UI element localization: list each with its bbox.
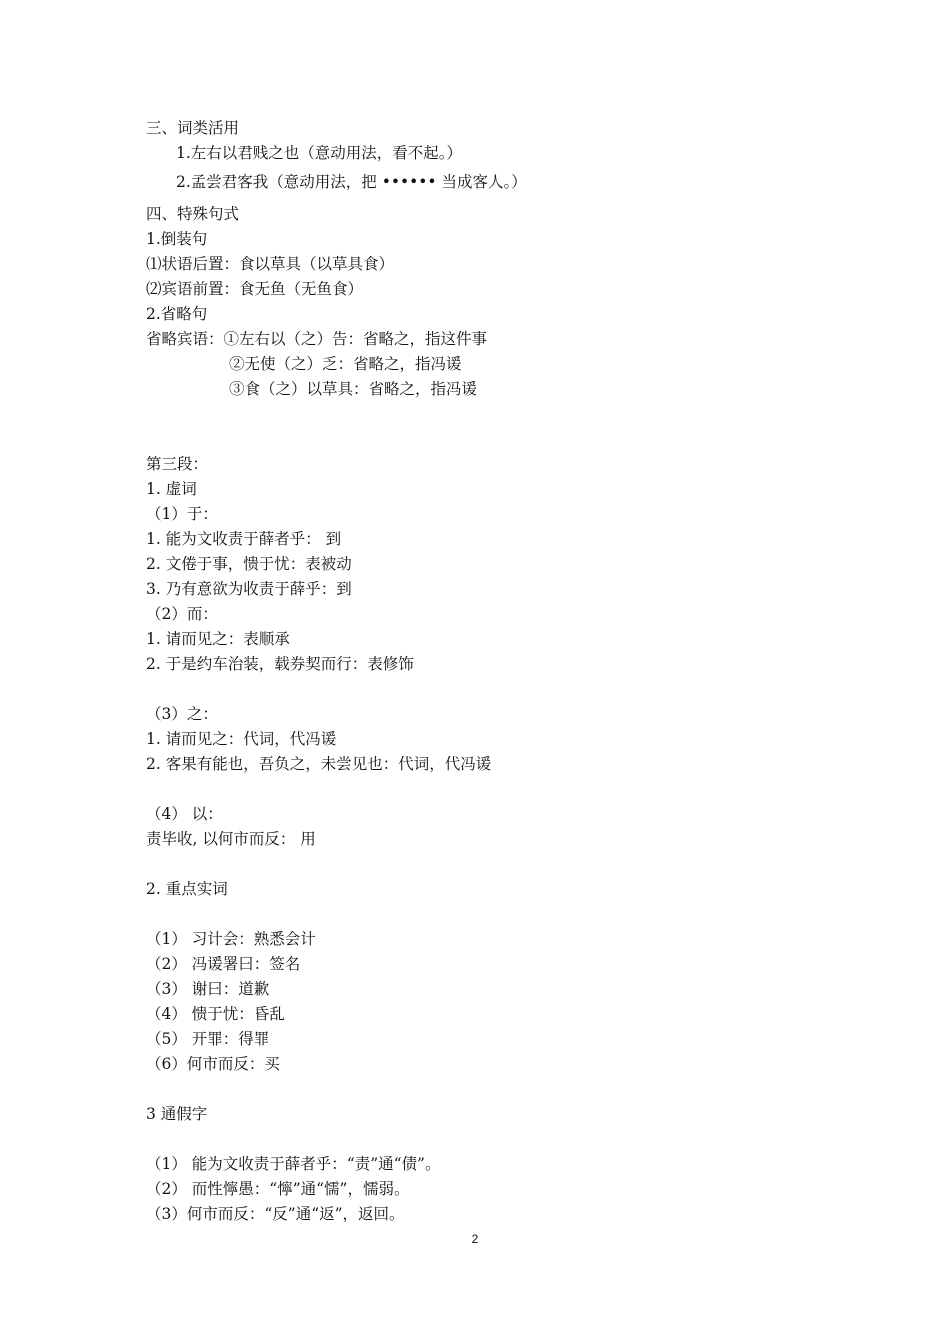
inversion-item-2: ⑵宾语前置：食无鱼（无鱼食） [146, 280, 364, 298]
content-word-item: （4） 愦于忧：昏乱 [146, 1005, 285, 1023]
page-number: 2 [471, 1232, 479, 1246]
section-heading-special-sentences: 四、特殊句式 [146, 205, 240, 223]
function-words-heading: 1. 虚词 [146, 480, 197, 498]
er-item-2: 2. 于是约车治装，载券契而行：表修饰 [146, 655, 414, 673]
er-item-1: 1. 请而见之：表顺承 [146, 630, 290, 648]
word-class-item-2: 2.孟尝君客我（意动用法，把 •••••• 当成客人。） [176, 173, 527, 191]
section-heading-word-class: 三、词类活用 [146, 119, 240, 137]
content-word-item: （1） 习计会：熟悉会计 [146, 930, 316, 948]
yu-item-2: 2. 文倦于事，愦于忧：表被动 [146, 555, 352, 573]
content-word-item: （3） 谢曰：道歉 [146, 980, 270, 998]
inversion-item-1: ⑴状语后置：食以草具（以草具食） [146, 255, 395, 273]
word-class-item-1: 1.左右以君贱之也（意动用法，看不起。） [176, 144, 463, 162]
omission-item-3: ③食（之）以草具：省略之，指冯谖 [229, 380, 478, 398]
content-word-item: （5） 开罪：得罪 [146, 1030, 270, 1048]
interchangeable-char-item: （3）何市而反：“反”通“返”，返回。 [146, 1205, 405, 1223]
omission-item-1: 省略宾语：①左右以（之）告：省略之，指这件事 [146, 330, 488, 348]
zhi-item-1: 1. 请而见之：代词，代冯谖 [146, 730, 337, 748]
omission-item-2: ②无使（之）乏：省略之，指冯谖 [229, 355, 462, 373]
content-word-item: （6）何市而反：买 [146, 1055, 280, 1073]
paragraph-three-heading: 第三段： [146, 455, 209, 473]
yu-item-3: 3. 乃有意欲为收责于薛乎：到 [146, 580, 352, 598]
yi-item-1: 责毕收, 以何市而反： 用 [146, 830, 316, 848]
content-words-heading: 2. 重点实词 [146, 880, 228, 898]
interchangeable-char-item: （2） 而性懧愚：“懧”通“懦”，懦弱。 [146, 1180, 410, 1198]
interchangeable-char-item: （1） 能为文收责于薛者乎：“责”通“债”。 [146, 1155, 441, 1173]
subheading-omission: 2.省略句 [146, 305, 208, 323]
function-word-yi-heading: （4） 以： [146, 805, 223, 823]
subheading-inversion: 1.倒装句 [146, 230, 208, 248]
zhi-item-2: 2. 客果有能也，吾负之，未尝见也：代词，代冯谖 [146, 755, 492, 773]
function-word-yu-heading: （1）于： [146, 505, 218, 523]
function-word-er-heading: （2）而： [146, 605, 218, 623]
interchangeable-chars-heading: 3 通假字 [146, 1105, 208, 1123]
yu-item-1: 1. 能为文收责于薛者乎： 到 [146, 530, 342, 548]
content-word-item: （2） 冯谖署曰：签名 [146, 955, 301, 973]
function-word-zhi-heading: （3）之： [146, 705, 218, 723]
